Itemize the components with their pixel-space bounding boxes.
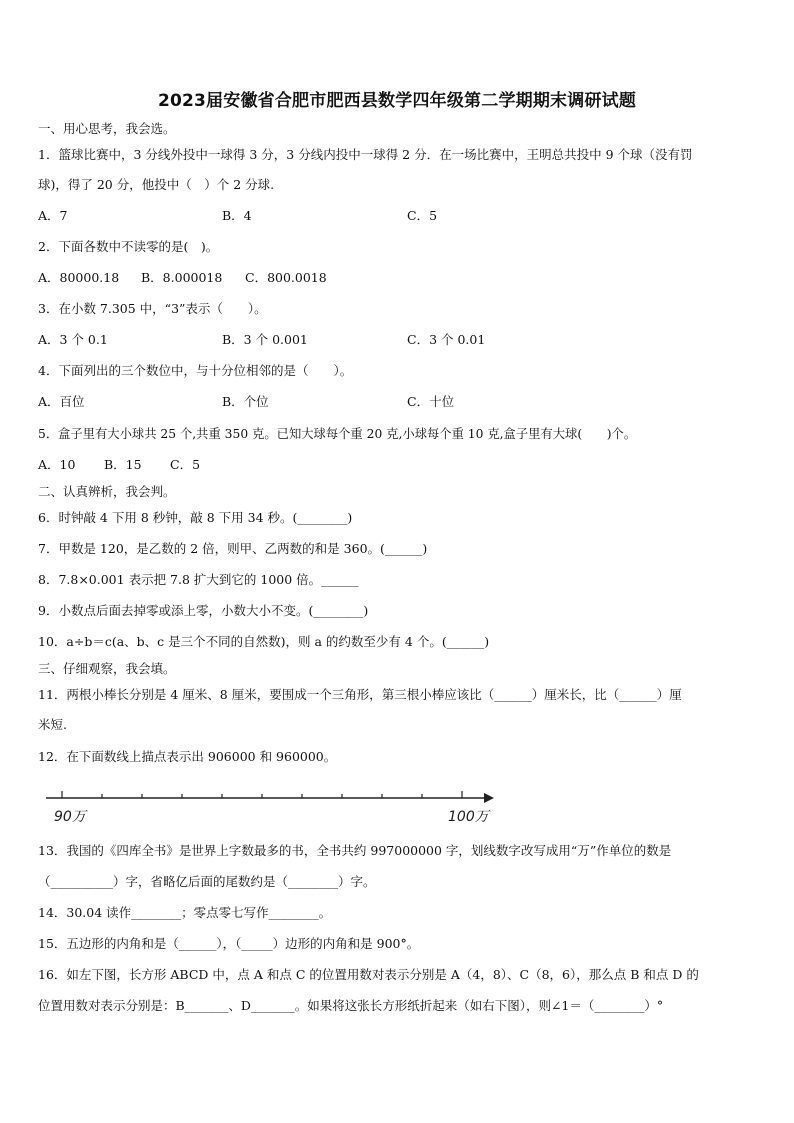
question-4-option-b: B．个位 <box>222 394 269 409</box>
question-13-line-1: 13．我国的《四库全书》是世界上字数最多的书，全书共约 997000000 字，划线数字改写成用“万”作单位的数是 <box>38 843 672 858</box>
question-14-text: 14．30.04 读作________；零点零七写作________。 <box>38 905 332 920</box>
number-line-arrow <box>484 793 494 803</box>
question-4-option-c: C．十位 <box>407 394 455 409</box>
question-1-option-a: A．7 <box>38 208 68 223</box>
question-15-text: 15．五边形的内角和是（______），（_____）边形的内角和是 900°。 <box>38 936 420 951</box>
number-line-ticks <box>62 791 462 798</box>
question-1-line-2: 球)，得了 20 分，他投中（ ）个 2 分球. <box>38 177 275 192</box>
question-8-text: 8．7.8×0.001 表示把 7.8 扩大到它的 1000 倍。______ <box>38 572 359 587</box>
number-line-graphic <box>44 780 494 812</box>
number-line <box>44 780 494 830</box>
question-3-text: 3．在小数 7.305 中，“3”表示（ ）。 <box>38 301 267 316</box>
question-12-text: 12．在下面数线上描点表示出 906000 和 960000。 <box>38 749 337 764</box>
question-3-option-c: C．3 个 0.01 <box>407 332 486 347</box>
page-title: 2023届安徽省合肥市肥西县数学四年级第二学期期末调研试题 <box>157 91 637 111</box>
section-2-heading: 二、认真辨析，我会判。 <box>38 484 176 499</box>
question-5-text: 5．盒子里有大小球共 25 个,共重 350 克。已知大球每个重 20 克,小球每个重 10 克,盒子里有大球( )个。 <box>38 427 637 441</box>
question-3-option-a: A．3 个 0.1 <box>38 332 108 347</box>
number-line-end-label: 100万 <box>448 809 489 825</box>
question-5-option-a: A．10 <box>38 457 76 472</box>
question-11-line-2: 米短. <box>38 717 67 732</box>
question-9-text: 9．小数点后面去掉零或添上零，小数大小不变。(________) <box>38 603 369 618</box>
question-3-option-b: B．3 个 0.001 <box>222 332 308 347</box>
question-16-line-2: 位置用数对表示分别是：B_______、D_______。如果将这张长方形纸折起来（如右下图），则∠1＝（________）° <box>38 998 664 1013</box>
question-16-line-1: 16．如左下图，长方形 ABCD 中，点 A 和点 C 的位置用数对表示分别是 A（4，8）、C（8，6），那么点 B 和点 D 的 <box>38 967 699 982</box>
question-2-option-c: C．800.0018 <box>245 270 327 285</box>
number-line-start-label: 90万 <box>54 809 86 825</box>
question-2-option-a: A．80000.18 <box>38 270 120 285</box>
question-10-text: 10．a÷b＝c(a、b、c 是三个不同的自然数)，则 a 的约数至少有 4 个。(______) <box>38 634 490 649</box>
question-1-line-1: 1．篮球比赛中，3 分线外投中一球得 3 分，3 分线内投中一球得 2 分．在一场比赛中，王明总共投中 9 个球（没有罚 <box>38 147 693 162</box>
question-4-option-a: A．百位 <box>38 394 85 409</box>
section-1-heading: 一、用心思考，我会选。 <box>38 121 176 136</box>
question-5-option-c: C．5 <box>170 457 201 472</box>
section-3-heading: 三、仔细观察，我会填。 <box>38 661 176 676</box>
question-13-line-2: （__________）字，省略亿后面的尾数约是（________）字。 <box>38 874 376 889</box>
question-4-text: 4．下面列出的三个数位中，与十分位相邻的是（ ）。 <box>38 363 353 378</box>
question-7-text: 7．甲数是 120，是乙数的 2 倍，则甲、乙两数的和是 360。(______) <box>38 541 428 556</box>
question-11-line-1: 11．两根小棒长分别是 4 厘米、8 厘米，要围成一个三角形，第三根小棒应该比（______）厘米长，比（______）厘 <box>38 687 682 702</box>
question-2-text: 2．下面各数中不读零的是( )。 <box>38 239 219 254</box>
question-2-option-b: B．8.000018 <box>141 270 223 285</box>
question-1-option-b: B．4 <box>222 208 252 223</box>
question-6-text: 6．时钟敲 4 下用 8 秒钟，敲 8 下用 34 秒。(________) <box>38 510 353 525</box>
question-1-option-c: C．5 <box>407 208 438 223</box>
question-5-option-b: B．15 <box>104 457 142 472</box>
